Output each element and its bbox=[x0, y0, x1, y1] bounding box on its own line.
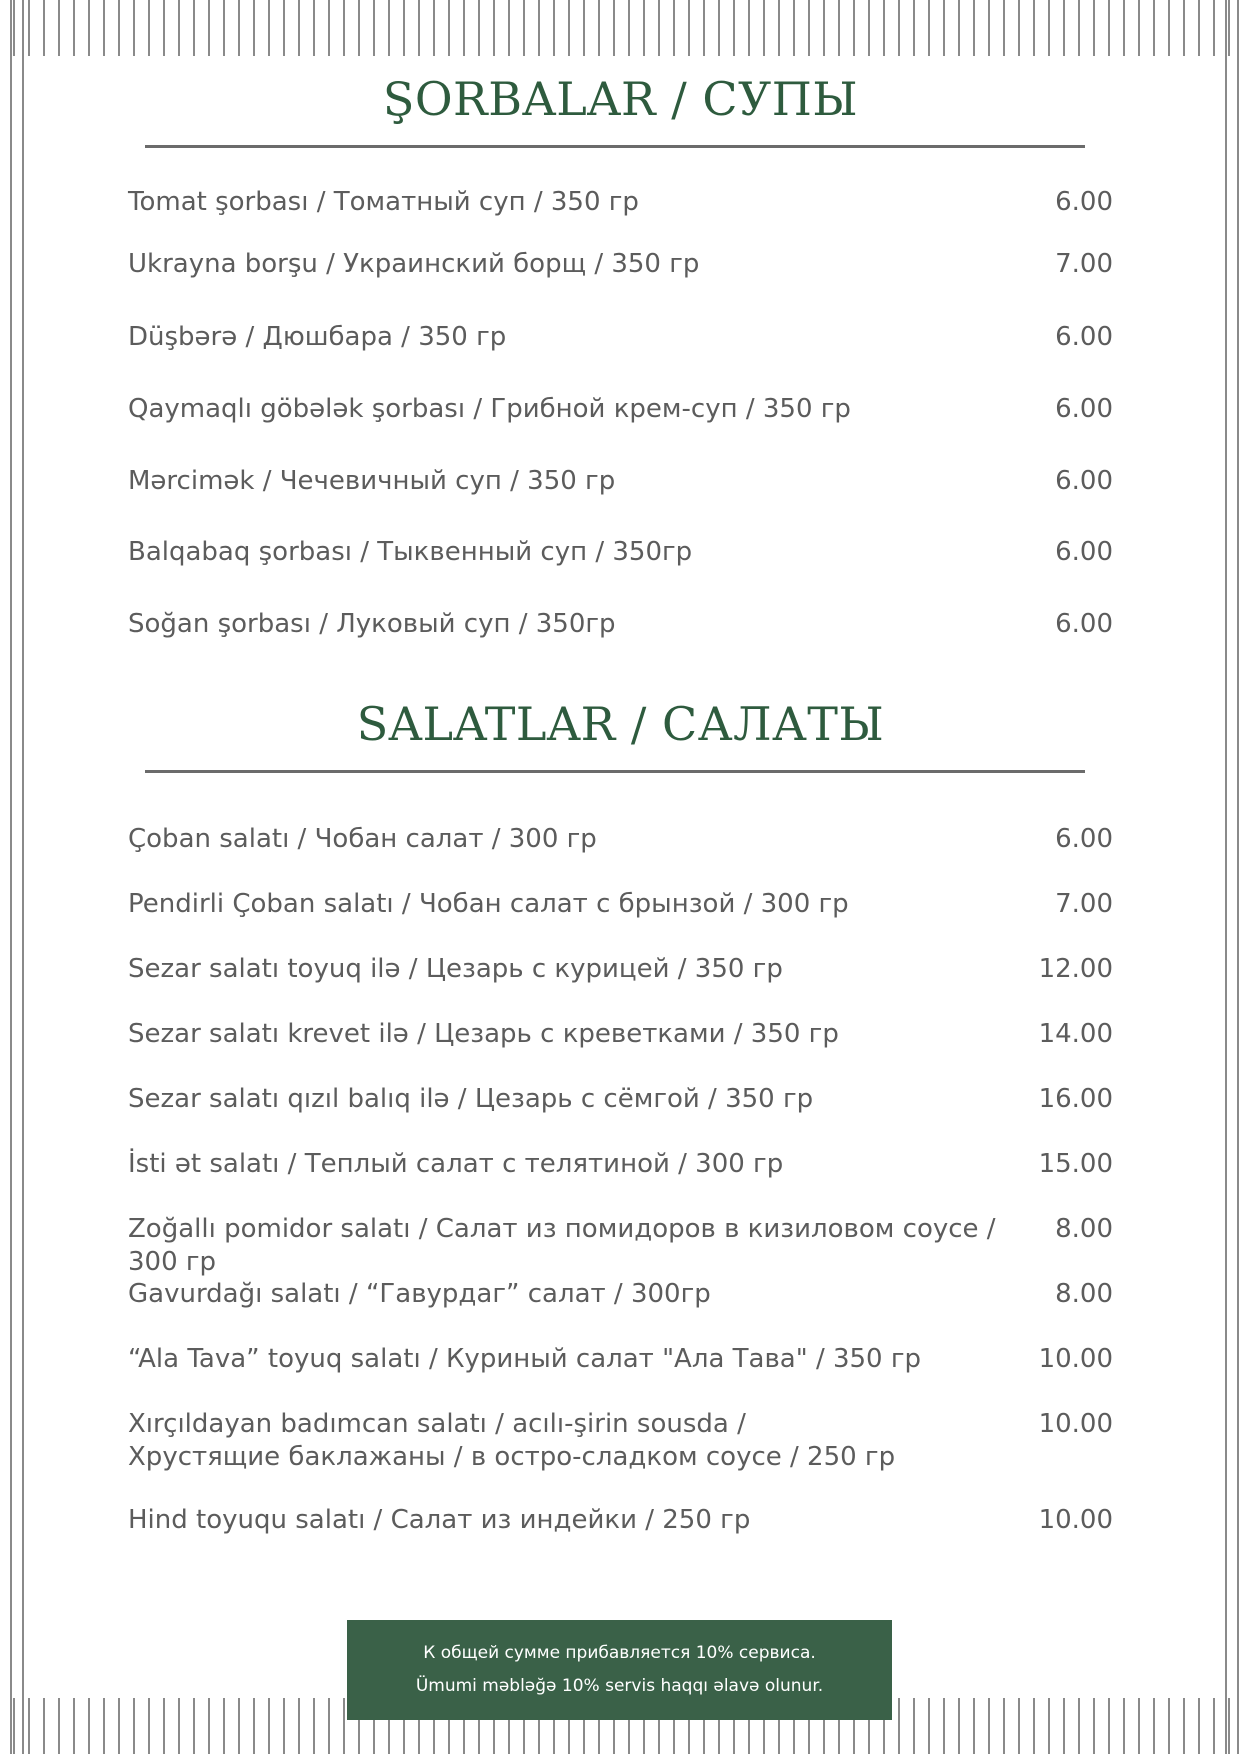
item-name: Sezar salatı qızıl balıq ilə / Цезарь с сёмгой / 350 гр bbox=[128, 1084, 814, 1114]
menu-item bbox=[128, 1408, 1113, 1474]
notice-line-ru: К общей сумме прибавляется 10% сервиса. bbox=[423, 1643, 816, 1663]
item-name-line2: Хрустящие баклажаны / в остро-сладком соусе / 250 гр bbox=[128, 1442, 896, 1472]
item-price: 10.00 bbox=[1038, 1505, 1113, 1535]
item-name: Düşbərə / Дюшбара / 350 гр bbox=[128, 322, 507, 352]
item-name: Gavurdağı salatı / “Гавурдаг” салат / 300гр bbox=[128, 1279, 711, 1309]
item-price: 8.00 bbox=[1055, 1214, 1113, 1244]
item-price: 6.00 bbox=[1055, 187, 1113, 217]
item-price: 8.00 bbox=[1055, 1279, 1113, 1309]
section-divider bbox=[145, 770, 1085, 773]
top-border-decoration bbox=[0, 0, 1241, 56]
service-charge-notice bbox=[347, 1620, 892, 1720]
item-price: 6.00 bbox=[1055, 609, 1113, 639]
item-price: 6.00 bbox=[1055, 322, 1113, 352]
item-price: 6.00 bbox=[1055, 824, 1113, 854]
item-name: Pendirli Çoban salatı / Чобан салат с брынзой / 300 гр bbox=[128, 889, 849, 919]
item-name: Soğan şorbası / Луковый суп / 350гр bbox=[128, 609, 616, 639]
item-name: Ukrayna borşu / Украинский борщ / 350 гр bbox=[128, 249, 700, 279]
section-title-soups: ŞORBALAR / СУПЫ bbox=[382, 72, 859, 126]
item-price: 7.00 bbox=[1055, 889, 1113, 919]
item-name: İsti ət salatı / Теплый салат с телятиной / 300 гр bbox=[128, 1149, 784, 1179]
item-price: 14.00 bbox=[1038, 1019, 1113, 1049]
item-price: 12.00 bbox=[1038, 954, 1113, 984]
item-price: 7.00 bbox=[1055, 249, 1113, 279]
right-border-decoration bbox=[1215, 0, 1241, 1754]
item-price: 10.00 bbox=[1038, 1409, 1113, 1439]
item-price: 15.00 bbox=[1038, 1149, 1113, 1179]
item-name: “Ala Tava” toyuq salatı / Куриный салат "Ала Тава" / 350 гр bbox=[128, 1344, 922, 1374]
item-name bbox=[128, 1408, 1008, 1474]
section-title-salads: SALATLAR / САЛАТЫ bbox=[356, 697, 885, 751]
section-divider bbox=[145, 145, 1085, 148]
item-price: 6.00 bbox=[1055, 466, 1113, 496]
item-name: Sezar salatı krevet ilə / Цезарь с креветками / 350 гр bbox=[128, 1019, 839, 1049]
item-name: Qaymaqlı göbələk şorbası / Грибной крем-суп / 350 гр bbox=[128, 394, 851, 424]
left-border-decoration bbox=[0, 0, 26, 1754]
item-name: Hind toyuqu salatı / Салат из индейки / 250 гр bbox=[128, 1505, 751, 1535]
notice-line-az: Ümumi məbləğə 10% servis haqqı əlavə olunur. bbox=[415, 1676, 824, 1696]
item-price: 16.00 bbox=[1038, 1084, 1113, 1114]
item-price: 6.00 bbox=[1055, 537, 1113, 567]
item-name: Çoban salatı / Чобан салат / 300 гр bbox=[128, 824, 597, 854]
item-price: 10.00 bbox=[1038, 1344, 1113, 1374]
item-name: Mərcimək / Чечевичный суп / 350 гр bbox=[128, 466, 616, 496]
item-name: Tomat şorbası / Томатный суп / 350 гр bbox=[128, 187, 639, 217]
item-name: Sezar salatı toyuq ilə / Цезарь с курицей / 350 гр bbox=[128, 954, 783, 984]
item-price: 6.00 bbox=[1055, 394, 1113, 424]
item-name: Zoğallı pomidor salatı / Салат из помидоров в кизиловом соусе / 300 гр bbox=[128, 1214, 996, 1277]
item-name-line1: Xırçıldayan badımcan salatı / acılı-şirin sousda / bbox=[128, 1409, 746, 1439]
item-name: Balqabaq şorbası / Тыквенный суп / 350гр bbox=[128, 537, 693, 567]
